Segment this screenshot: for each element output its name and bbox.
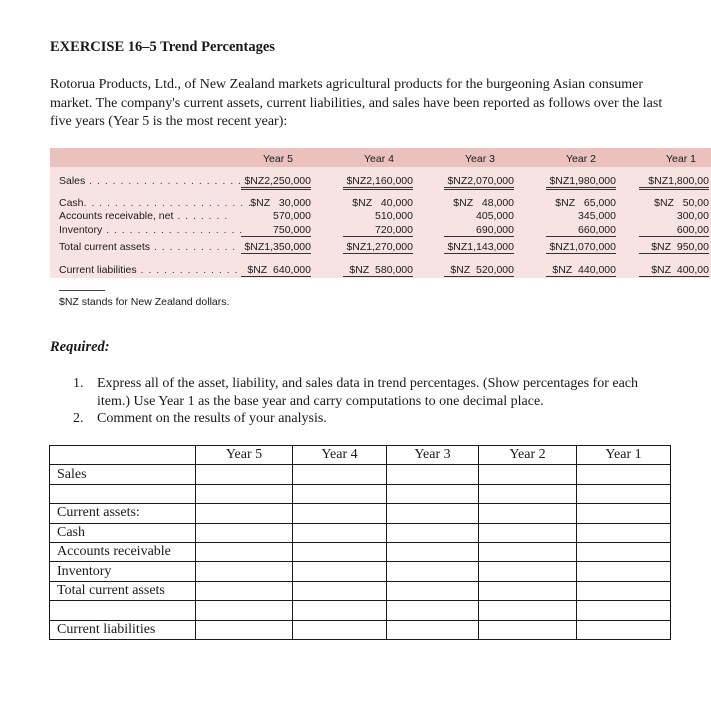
answer-row [50,523,671,542]
answer-row-label: Cash [50,523,196,542]
answer-input-cell[interactable] [196,542,293,561]
data-cell: $NZ1,350,000 [241,241,311,254]
year-header: Year 3 [465,153,495,165]
footnote-rule [59,290,105,291]
required-item-text: Express all of the asset, liability, and sales data in trend percentages. (Show percentages for each item.) Use Year 1 as the base year and carry computations to one decimal place. [97,376,639,409]
answer-row [50,484,671,503]
data-cell: $NZ2,160,000 [343,175,413,190]
data-cell: $NZ 40,000 [352,197,413,209]
answer-header-cell: Year 4 [293,446,387,465]
answer-input-cell[interactable] [196,465,293,484]
answer-input-cell[interactable] [293,620,387,639]
leader-dots: . . . . . . . [173,210,229,222]
answer-header-cell: Year 2 [479,446,577,465]
row-label [59,264,238,276]
answer-input-cell[interactable] [577,504,671,523]
required-list [73,375,673,428]
data-cell: 345,000 [578,210,616,222]
answer-row [50,581,671,600]
answer-row [50,542,671,561]
leader-dots: . . . . . . . . . . . . . [136,264,239,276]
required-heading: Required: [50,339,110,355]
answer-row-label: Accounts receivable [50,542,196,561]
required-item-number: 1. [73,376,84,391]
data-cell: $NZ1,980,000 [546,175,616,190]
data-cell: 720,000 [343,224,413,237]
data-cell: $NZ1,800,00 [639,175,709,190]
answer-header-cell: Year 3 [387,446,479,465]
answer-input-cell[interactable] [577,581,671,600]
answer-input-cell[interactable] [577,523,671,542]
answer-input-cell[interactable] [196,601,293,620]
data-cell: 600,00 [639,224,709,237]
row-label-text: Inventory [59,224,103,236]
row-label [59,175,250,187]
answer-header-cell: Year 5 [196,446,293,465]
answer-input-cell[interactable] [479,484,577,503]
exercise-title: EXERCISE 16–5 Trend Percentages [50,39,275,55]
year-header: Year 5 [263,153,293,165]
answer-row-label: Current liabilities [50,620,196,639]
data-cell: $NZ1,143,000 [444,241,514,254]
answer-row-label: Sales [50,465,196,484]
answer-row-label: Total current assets [50,581,196,600]
data-cell: $NZ 400,00 [639,264,709,278]
answer-input-cell[interactable] [479,581,577,600]
required-item-number: 2. [73,411,84,426]
data-cell: 570,000 [273,210,311,222]
answer-input-cell[interactable] [387,542,479,561]
required-item [73,410,673,428]
data-cell: $NZ 48,000 [453,197,514,209]
row-label-text: Sales [59,175,86,187]
row-label-text: Cash [59,197,84,209]
answer-input-cell[interactable] [293,484,387,503]
answer-row-label: Inventory [50,562,196,581]
answer-input-cell[interactable] [479,601,577,620]
data-cell: 300,00 [676,210,709,222]
answer-input-cell[interactable] [479,523,577,542]
row-label-text: Accounts receivable, net [59,210,174,222]
leader-dots: . . . . . . . . . . . . . . . . . . [102,224,244,236]
answer-header-row [50,446,671,465]
leader-dots: . . . . . . . . . . . . . . . . . . . . . [85,175,250,187]
answer-header-cell [50,446,196,465]
answer-input-cell[interactable] [387,601,479,620]
data-cell: $NZ1,270,000 [343,241,413,254]
answer-input-cell[interactable] [196,484,293,503]
answer-row [50,504,671,523]
row-label [59,197,252,209]
answer-input-cell[interactable] [196,504,293,523]
data-cell: $NZ 580,000 [343,264,413,278]
answer-grid [49,445,671,640]
answer-input-cell[interactable] [293,465,387,484]
answer-input-cell[interactable] [577,620,671,639]
data-cell: 405,000 [476,210,514,222]
data-cell: $NZ1,070,000 [546,241,616,254]
answer-input-cell[interactable] [293,504,387,523]
answer-input-cell[interactable] [196,581,293,600]
answer-input-cell[interactable] [577,601,671,620]
answer-input-cell[interactable] [387,581,479,600]
answer-input-cell[interactable] [479,542,577,561]
data-cell: $NZ 50,00 [654,197,709,209]
footnote: $NZ stands for New Zealand dollars. [59,296,230,308]
answer-row-label: Current assets: [50,504,196,523]
answer-input-cell[interactable] [387,620,479,639]
answer-row [50,620,671,639]
row-label [59,224,243,236]
answer-row [50,562,671,581]
row-label-text: Total current assets [59,241,151,253]
year-header: Year 2 [566,153,596,165]
answer-input-cell[interactable] [196,620,293,639]
answer-input-cell[interactable] [293,523,387,542]
answer-input-cell[interactable] [577,465,671,484]
answer-input-cell[interactable] [577,562,671,581]
required-item-text: Comment on the results of your analysis. [97,411,327,426]
row-label-text: Current liabilities [59,264,137,276]
data-cell: 510,000 [375,210,413,222]
answer-input-cell[interactable] [577,484,671,503]
answer-input-cell[interactable] [196,562,293,581]
answer-row [50,465,671,484]
row-label [59,241,236,253]
data-cell: $NZ 520,000 [444,264,514,278]
answer-input-cell[interactable] [196,523,293,542]
year-header: Year 4 [364,153,394,165]
answer-row-label [50,484,196,503]
answer-row [50,601,671,620]
data-cell: $NZ 640,000 [241,264,311,278]
answer-input-cell[interactable] [293,601,387,620]
data-cell: 690,000 [444,224,514,237]
leader-dots: . . . . . . . . . . . . . . . . . . . . . . [83,197,252,209]
answer-input-cell[interactable] [387,523,479,542]
row-label [59,210,228,222]
answer-input-cell[interactable] [387,484,479,503]
answer-input-cell[interactable] [293,542,387,561]
answer-input-cell[interactable] [387,465,479,484]
financial-data-table [50,148,711,278]
intro-paragraph: Rotorua Products, Ltd., of New Zealand markets agricultural products for the burgeoning Asian consumer market. The company's current assets, current liabilities, and sales have been reported as follows over the last five years (Year 5 is the most recent year): [50,77,663,129]
data-cell: 660,000 [546,224,616,237]
answer-input-cell[interactable] [479,465,577,484]
answer-input-cell[interactable] [479,504,577,523]
data-cell: $NZ2,070,000 [444,175,514,190]
answer-input-cell[interactable] [577,542,671,561]
data-cell: $NZ 950,00 [639,241,709,254]
data-cell: 750,000 [241,224,311,237]
answer-input-cell[interactable] [387,504,479,523]
answer-row-label [50,601,196,620]
data-cell: $NZ 30,000 [250,197,311,209]
answer-input-cell[interactable] [479,620,577,639]
answer-input-cell[interactable] [293,562,387,581]
answer-input-cell[interactable] [479,562,577,581]
answer-input-cell[interactable] [293,581,387,600]
data-cell: $NZ 65,000 [555,197,616,209]
answer-input-cell[interactable] [387,562,479,581]
year-header: Year 1 [666,153,696,165]
data-cell: $NZ 440,000 [546,264,616,278]
leader-dots: . . . . . . . . . . . [150,241,237,253]
data-cell: $NZ2,250,000 [241,175,311,190]
answer-header-cell: Year 1 [577,446,671,465]
required-item [73,375,673,410]
